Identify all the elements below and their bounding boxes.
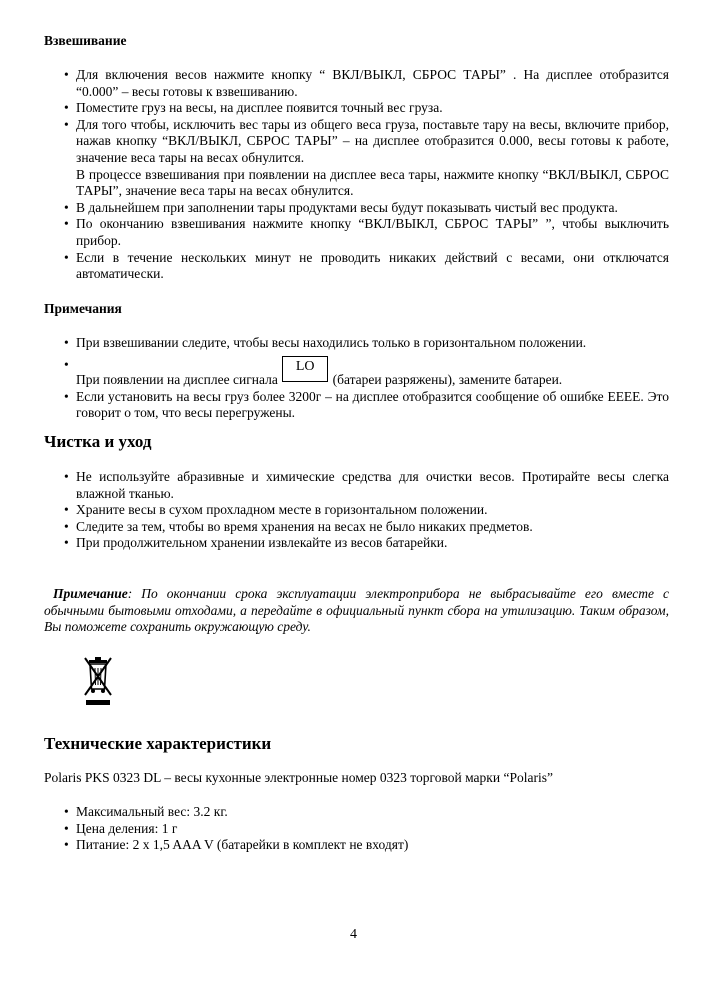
care-list [64,469,669,552]
list-item-continuation [64,167,669,200]
list-item: • Поместите груз на весы, на дисплее появится точный вес груза. [64,100,669,117]
notes-heading: Примечания [44,301,122,316]
list-item: • Для того чтобы, исключить вес тары из общего веса груза, поставьте тару на весы, включите прибор, нажав кнопку “ВКЛ/ВЫКЛ, СБРОС ТАРЫ” – на дисплее отобразится 0.000, весы готовы к работе, значение веса тары на весах обнулится. [64,117,669,167]
list-item: • В дальнейшем при заполнении тары продуктами весы будут показывать чистый вес продукта. [64,200,669,217]
lo-text-before: При появлении на дисплее сигнала [76,371,278,387]
continuation-text: В процессе взвешивания при появлении на дисплее веса тары, нажмите кнопку “ВКЛ/ВЫКЛ, СБРОС ТАРЫ”, значение веса тары на весах обнулится. [76,166,669,199]
list-item: • Если установить на весы груз более 3200г – на дисплее отобразится сообщение об ошибке EEEE. Это говорит о том, что весы перегружены. [64,389,669,422]
list-item: • Питание: 2 x 1,5 AAA V (батарейки в комплект не входят) [64,837,669,854]
list-item: • Цена деления: 1 г [64,821,669,838]
disposal-note [44,586,669,636]
lo-text-after: (батареи разряжены), замените батареи. [332,371,563,387]
crossed-out-wheelie-bin-icon [80,655,116,707]
list-item: • При взвешивании следите, чтобы весы находились только в горизонтальном положении. [64,335,669,352]
list-item: • Максимальный вес: 3.2 кг. [64,804,669,821]
list-item: • Храните весы в сухом прохладном месте в горизонтальном положении. [64,502,669,519]
list-item: • По окончанию взвешивания нажмите кнопку “ВКЛ/ВЫКЛ, СБРОС ТАРЫ” ”, чтобы выключить прибор. [64,216,669,249]
weighing-list [64,67,669,283]
weighing-heading: Взвешивание [44,33,127,48]
list-item: • При продолжительном хранении извлекайте из весов батарейки. [64,535,669,552]
notes-list [64,335,669,422]
specs-heading: Технические характеристики [44,734,272,753]
page-number: 4 [350,927,357,942]
disposal-note-label: Примечание [53,586,128,601]
list-item: • Не используйте абразивные и химические средства для очистки весов. Протирайте весы слегка влажной тканью. [64,469,669,502]
care-heading: Чистка и уход [44,432,152,451]
list-item: • Для включения весов нажмите кнопку “ ВКЛ/ВЫКЛ, СБРОС ТАРЫ” . На дисплее отобразится “0.000” – весы готовы к взвешиванию. [64,67,669,100]
list-item: • Следите за тем, чтобы во время хранения на весах не было никаких предметов. [64,519,669,536]
list-item: • Если в течение нескольких минут не проводить никаких действий с весами, они отключатся автоматически. [64,250,669,283]
lo-display-text: LO [295,358,315,374]
lo-display-box [282,356,328,382]
list-item-lo-signal [64,356,669,389]
specs-intro: Polaris PKS 0323 DL – весы кухонные электронные номер 0323 торговой марки “Polaris” [44,770,553,785]
disposal-note-text: : По окончании срока эксплуатации электроприбора не выбрасывайте его вместе с обычными бытовыми отходами, а передайте в официальный пункт сбора на утилизацию. Таким образом, Вы поможете сохранить окружающую среду. [44,586,669,635]
specs-list [64,804,669,854]
